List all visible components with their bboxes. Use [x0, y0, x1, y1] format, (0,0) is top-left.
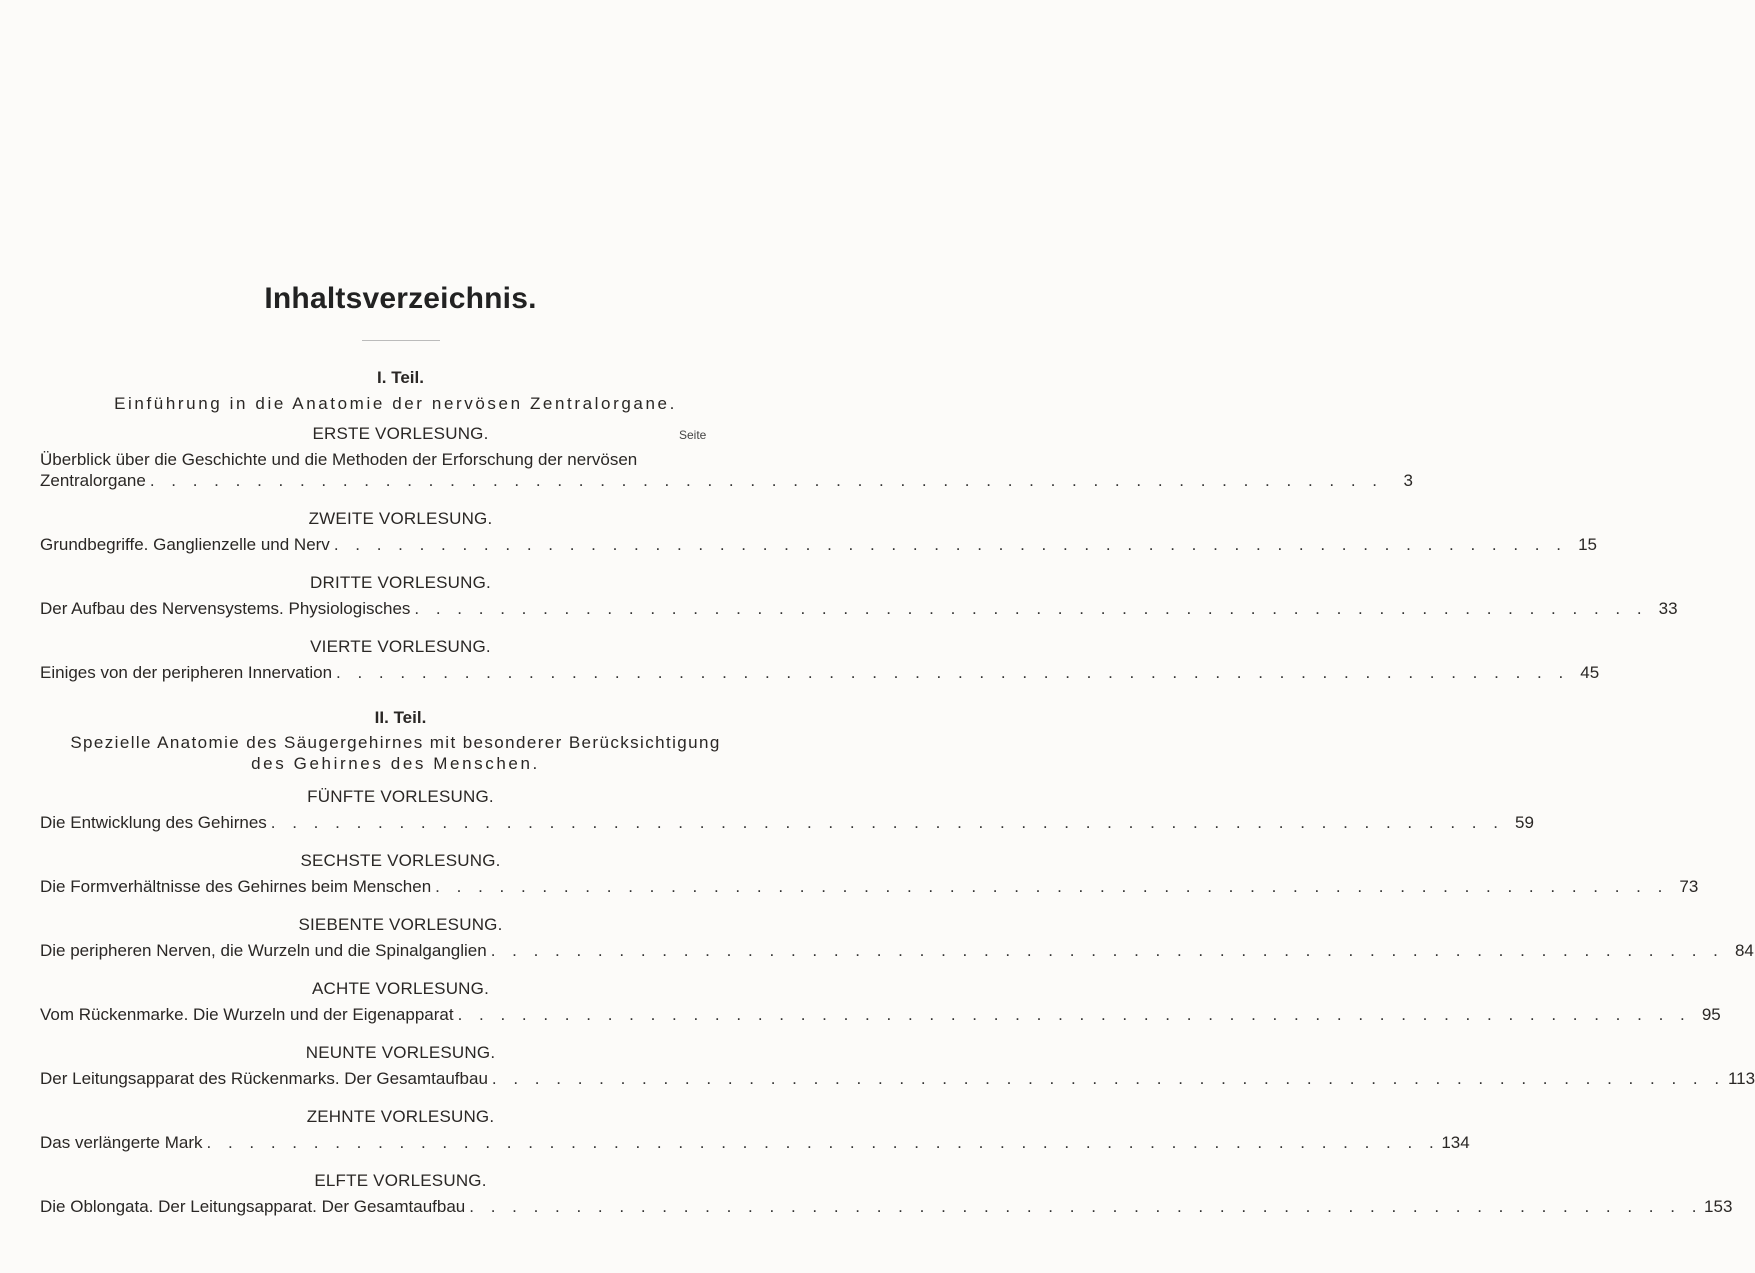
- entry-text: Das verlängerte Mark: [40, 1133, 203, 1152]
- leader-dots: . . . . . . . . . . . . . . . . . . . . . . . . . . . . . . . . . . . . . . . . . . . . . . . . . . . . . . . . . .: [149, 471, 1384, 490]
- entry-page: 73: [1679, 877, 1699, 896]
- leader-dots: . . . . . . . . . . . . . . . . . . . . . . . . . . . . . . . . . . . . . . . . . . . . . . . . . . . . . . . . . .: [336, 663, 1570, 682]
- lecture-heading: ACHTE VORLESUNG.: [311, 979, 489, 998]
- leader-dots: . . . . . . . . . . . . . . . . . . . . . . . . . . . . . . . . . . . . . . . . . . . . . . . . . . . . . . . . . .: [457, 1005, 1691, 1024]
- entry-text: Der Aufbau des Nervensystems. Physiologisches: [40, 599, 411, 618]
- toc-entry[interactable]: [40, 449, 1414, 491]
- entry-page: 45: [1580, 663, 1600, 682]
- entry-page: 33: [1658, 599, 1678, 618]
- entry-text: Die Oblongata. Der Leitungsapparat. Der Gesamtaufbau: [40, 1197, 466, 1216]
- entry-page: 153: [1704, 1197, 1733, 1216]
- title-divider: [362, 340, 440, 341]
- part-1-subtitle: Einführung in die Anatomie der nervösen Zentralorgane.: [114, 394, 677, 413]
- entry-text-line1: Überblick über die Geschichte und die Methoden der Erforschung der nervösen: [40, 450, 638, 469]
- toc-entry[interactable]: [40, 662, 1600, 683]
- entry-text: Grundbegriffe. Ganglienzelle und Nerv: [40, 535, 330, 554]
- entry-text: Der Leitungsapparat des Rückenmarks. Der Gesamtaufbau: [40, 1069, 488, 1088]
- leader-dots: . . . . . . . . . . . . . . . . . . . . . . . . . . . . . . . . . . . . . . . . . . . . . . . . . . . . . . . . . .: [333, 535, 1567, 554]
- part-2-subtitle-line1: Spezielle Anatomie des Säugergehirnes mit besonderer Berücksichtigung: [70, 733, 721, 752]
- lecture-heading: SECHSTE VORLESUNG.: [300, 851, 501, 870]
- lecture-heading: ZWEITE VORLESUNG.: [308, 509, 493, 528]
- toc-entry[interactable]: [40, 1196, 1733, 1217]
- lecture-heading: ELFTE VORLESUNG.: [314, 1171, 487, 1190]
- toc-entry[interactable]: [40, 940, 1754, 961]
- lecture-heading: VIERTE VORLESUNG.: [310, 637, 491, 656]
- entry-page: 134: [1441, 1133, 1470, 1152]
- lecture-heading: SIEBENTE VORLESUNG.: [298, 915, 503, 934]
- page-column-label: Seite: [679, 428, 707, 442]
- entry-page: 3: [1403, 471, 1414, 490]
- leader-dots: . . . . . . . . . . . . . . . . . . . . . . . . . . . . . . . . . . . . . . . . . . . . . . . . . . . . . . . . . .: [491, 1069, 1726, 1088]
- entry-page: 15: [1578, 535, 1597, 554]
- toc-entry[interactable]: [40, 812, 1534, 833]
- leader-dots: . . . . . . . . . . . . . . . . . . . . . . . . . . . . . . . . . . . . . . . . . . . . . . . . . . . . . . . . . .: [490, 941, 1724, 960]
- entry-text: Die Entwicklung des Gehirnes: [40, 813, 267, 832]
- entry-text: Die peripheren Nerven, die Wurzeln und die Spinalganglien: [40, 941, 487, 960]
- toc-entry[interactable]: [40, 534, 1597, 555]
- toc-entry[interactable]: [40, 1004, 1721, 1025]
- leader-dots: . . . . . . . . . . . . . . . . . . . . . . . . . . . . . . . . . . . . . . . . . . . . . . . . . . . . . . . . . .: [206, 1133, 1440, 1152]
- entry-text: Die Formverhältnisse des Gehirnes beim Menschen: [40, 877, 432, 896]
- toc-entry[interactable]: [40, 1068, 1755, 1089]
- part-2-heading: II. Teil.: [374, 708, 427, 727]
- entry-text: Einiges von der peripheren Innervation: [40, 663, 333, 682]
- page-title: Inhaltsverzeichnis.: [264, 282, 537, 315]
- entry-text: Vom Rückenmarke. Die Wurzeln und der Eigenapparat: [40, 1005, 454, 1024]
- leader-dots: . . . . . . . . . . . . . . . . . . . . . . . . . . . . . . . . . . . . . . . . . . . . . . . . . . . . . . . . . .: [414, 599, 1648, 618]
- entry-page: 113: [1727, 1069, 1755, 1088]
- entry-page: 95: [1701, 1005, 1721, 1024]
- entry-page: 84: [1734, 941, 1754, 960]
- part-1-heading: I. Teil.: [377, 368, 424, 387]
- part-2-subtitle-line2: des Gehirnes des Menschen.: [251, 754, 540, 773]
- toc-entry[interactable]: [40, 1132, 1470, 1153]
- lecture-heading: ZEHNTE VORLESUNG.: [306, 1107, 495, 1126]
- entry-text: Zentralorgane: [40, 471, 146, 490]
- lecture-heading: NEUNTE VORLESUNG.: [305, 1043, 496, 1062]
- leader-dots: . . . . . . . . . . . . . . . . . . . . . . . . . . . . . . . . . . . . . . . . . . . . . . . . . . . . . . . . . .: [270, 813, 1504, 832]
- leader-dots: . . . . . . . . . . . . . . . . . . . . . . . . . . . . . . . . . . . . . . . . . . . . . . . . . . . . . . . . . .: [435, 877, 1669, 896]
- entry-page: 59: [1515, 813, 1534, 832]
- toc-entry[interactable]: [40, 598, 1678, 619]
- lecture-heading: DRITTE VORLESUNG.: [310, 573, 491, 592]
- toc-entry[interactable]: [40, 876, 1699, 897]
- leader-dots: . . . . . . . . . . . . . . . . . . . . . . . . . . . . . . . . . . . . . . . . . . . . . . . . . . . . . . . . . .: [469, 1197, 1703, 1216]
- lecture-heading: FÜNFTE VORLESUNG.: [307, 787, 494, 806]
- lecture-heading: ERSTE VORLESUNG.: [312, 424, 489, 443]
